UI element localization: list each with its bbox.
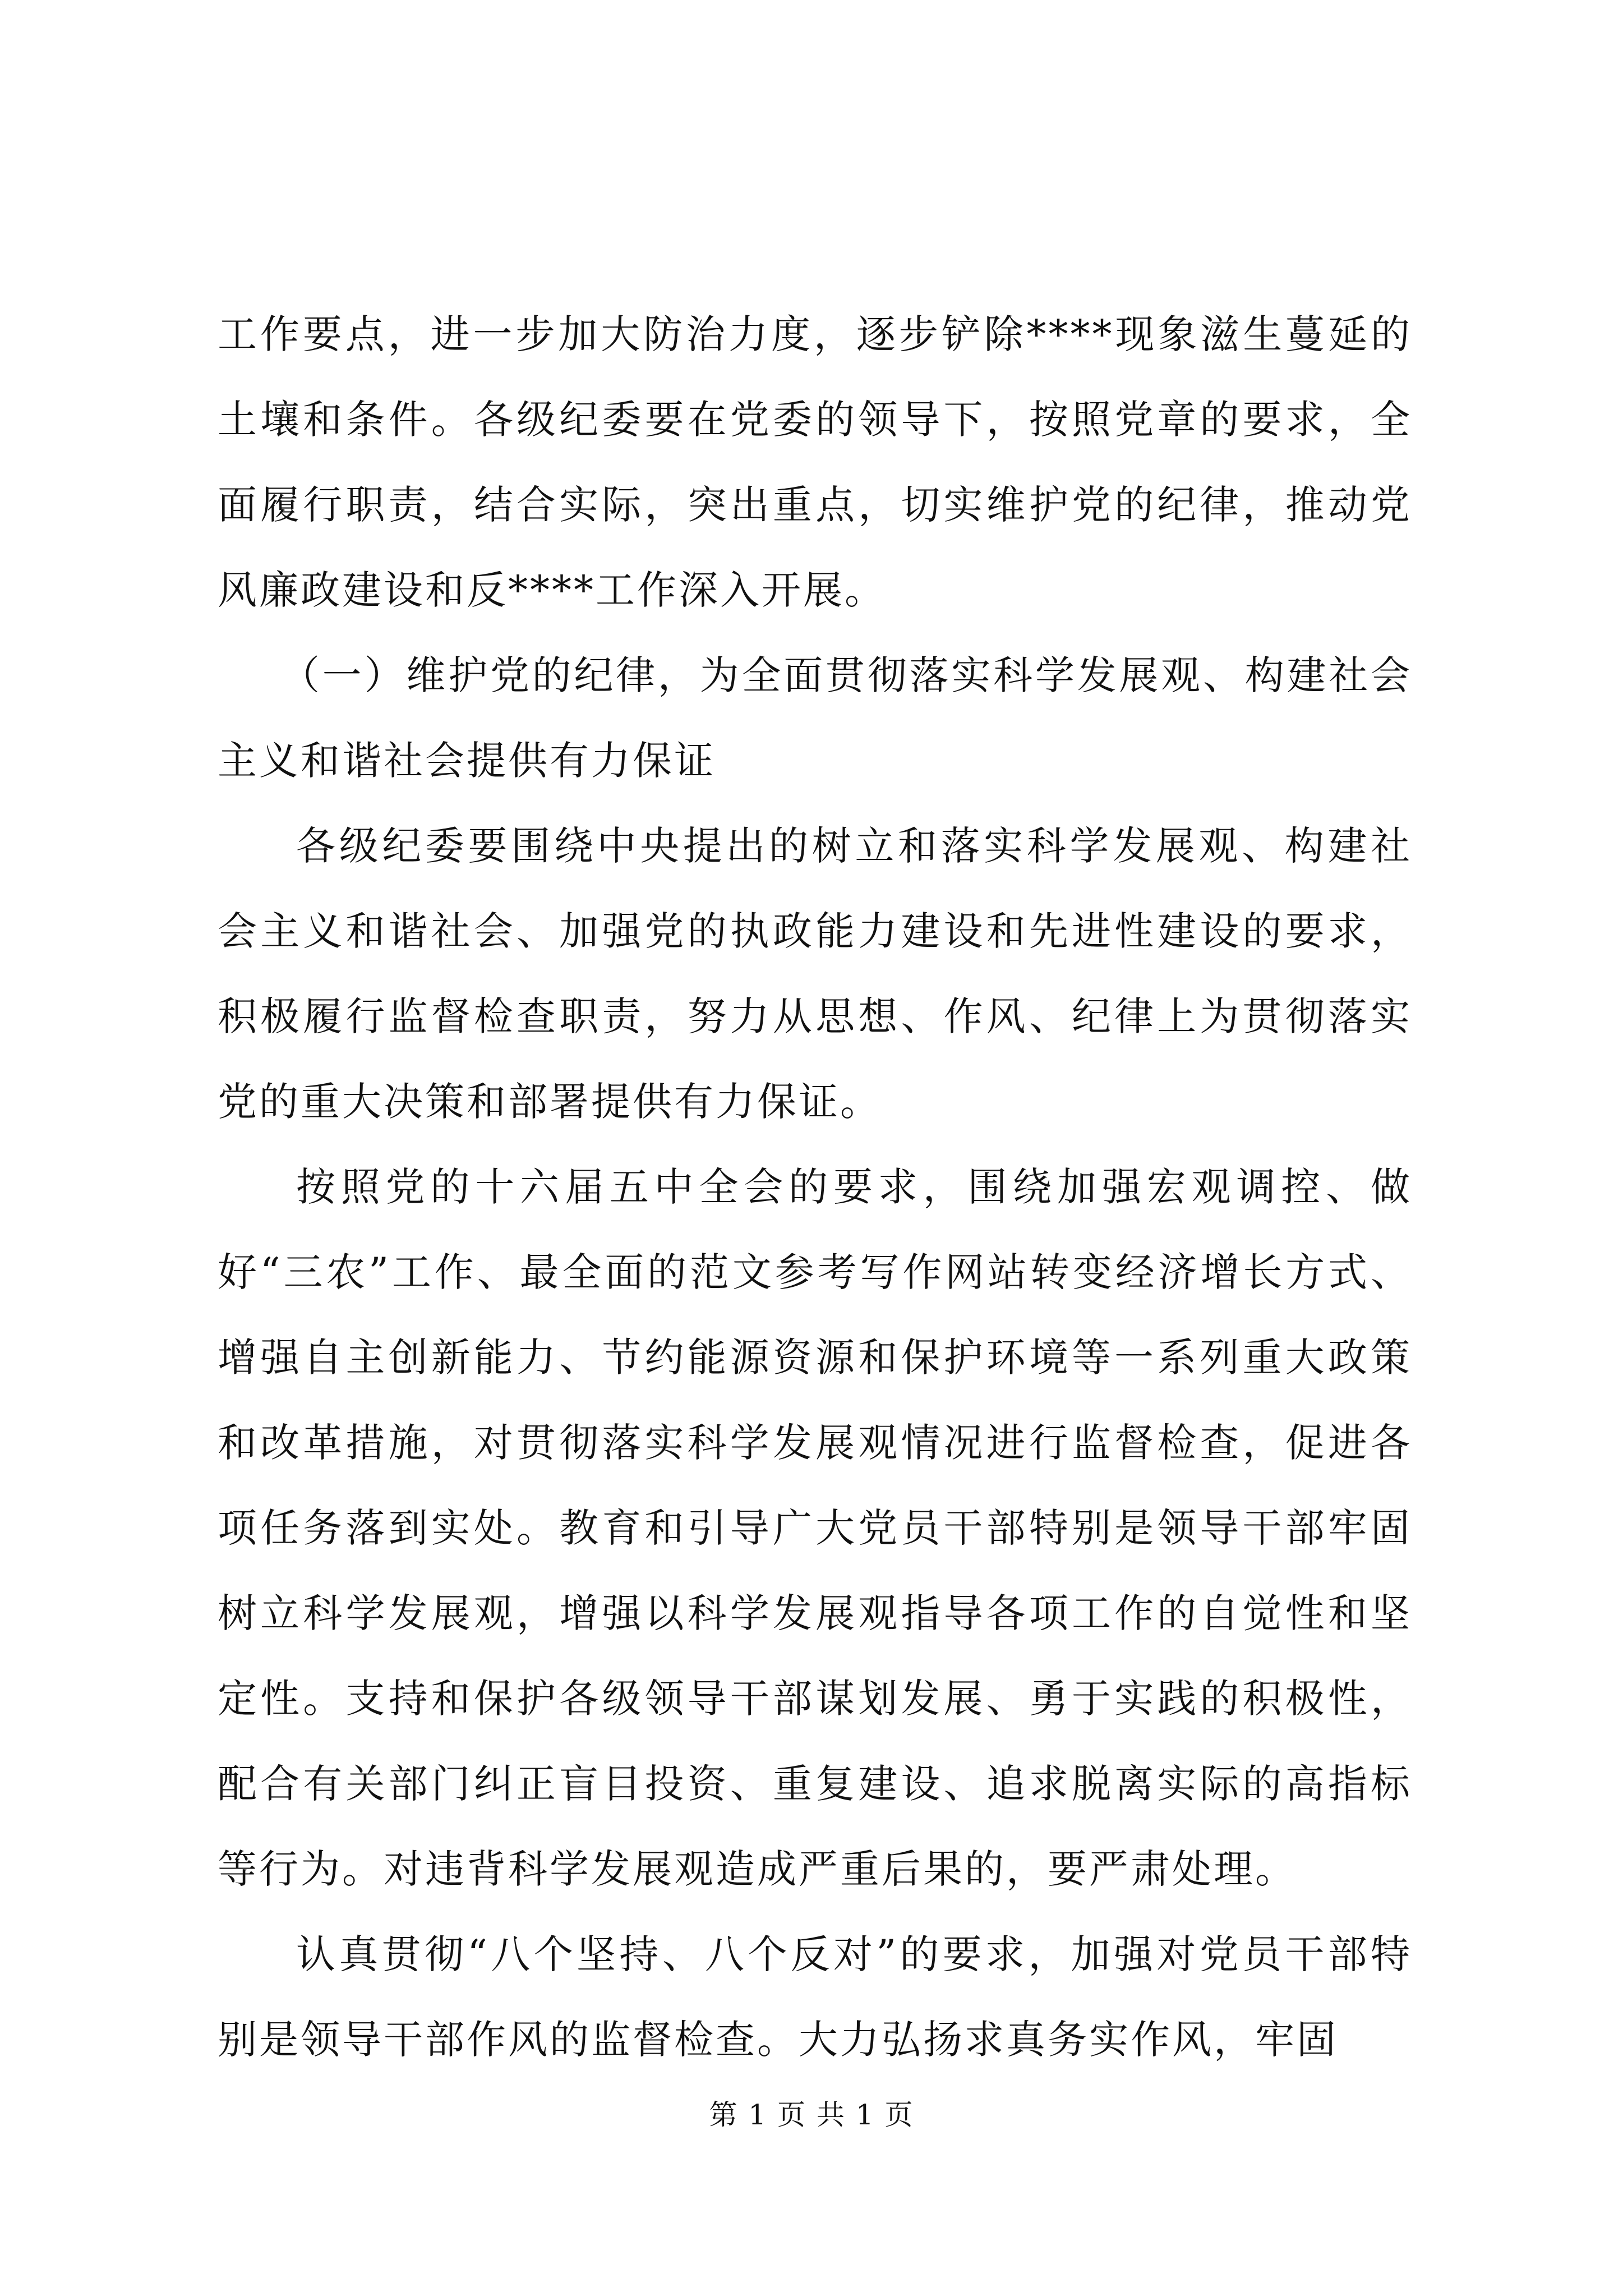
paragraph-continuation: 工作要点，进一步加大防治力度，逐步铲除****现象滋生蔓延的土壤和条件。各级纪委要在党委的领导下，按照党章的要求，全面履行职责，结合实际，突出重点，切实维护党的纪律，推动党风廉政建设和反****工作深入开展。: [218, 311, 1412, 613]
paragraph: 认真贯彻“八个坚持、八个反对”的要求，加强对党员干部特别是领导干部作风的监督检查。大力弘扬求真务实作风，牢固: [218, 1931, 1412, 2063]
paragraph: 按照党的十六届五中全会的要求，围绕加强宏观调控、做好“三农”工作、最全面的范文参考写作网站转变经济增长方式、增强自主创新能力、节约能源资源和保护环境等一系列重大政策和改革措施，对贯彻落实科学发展观情况进行监督检查，促进各项任务落到实处。教育和引导广大党员干部特别是领导干部牢固树立科学发展观，增强以科学发展观指导各项工作的自觉性和坚定性。支持和保护各级领导干部谋划发展、勇于实践的积极性，配合有关部门纠正盲目投资、重复建设、追求脱离实际的高指标等行为。对违背科学发展观造成严重后果的，要严肃处理。: [218, 1164, 1412, 1892]
paragraph: 各级纪委要围绕中央提出的树立和落实科学发展观、构建社会主义和谐社会、加强党的执政能力建设和先进性建设的要求，积极履行监督检查职责，努力从思想、作风、纪律上为贯彻落实党的重大决策和部署提供有力保证。: [218, 823, 1412, 1125]
page-footer: 第 1 页 共 1 页: [709, 2099, 914, 2131]
document-body: [218, 292, 1412, 2082]
section-heading: （一）维护党的纪律，为全面贯彻落实科学发展观、构建社会主义和谐社会提供有力保证: [218, 652, 1412, 784]
